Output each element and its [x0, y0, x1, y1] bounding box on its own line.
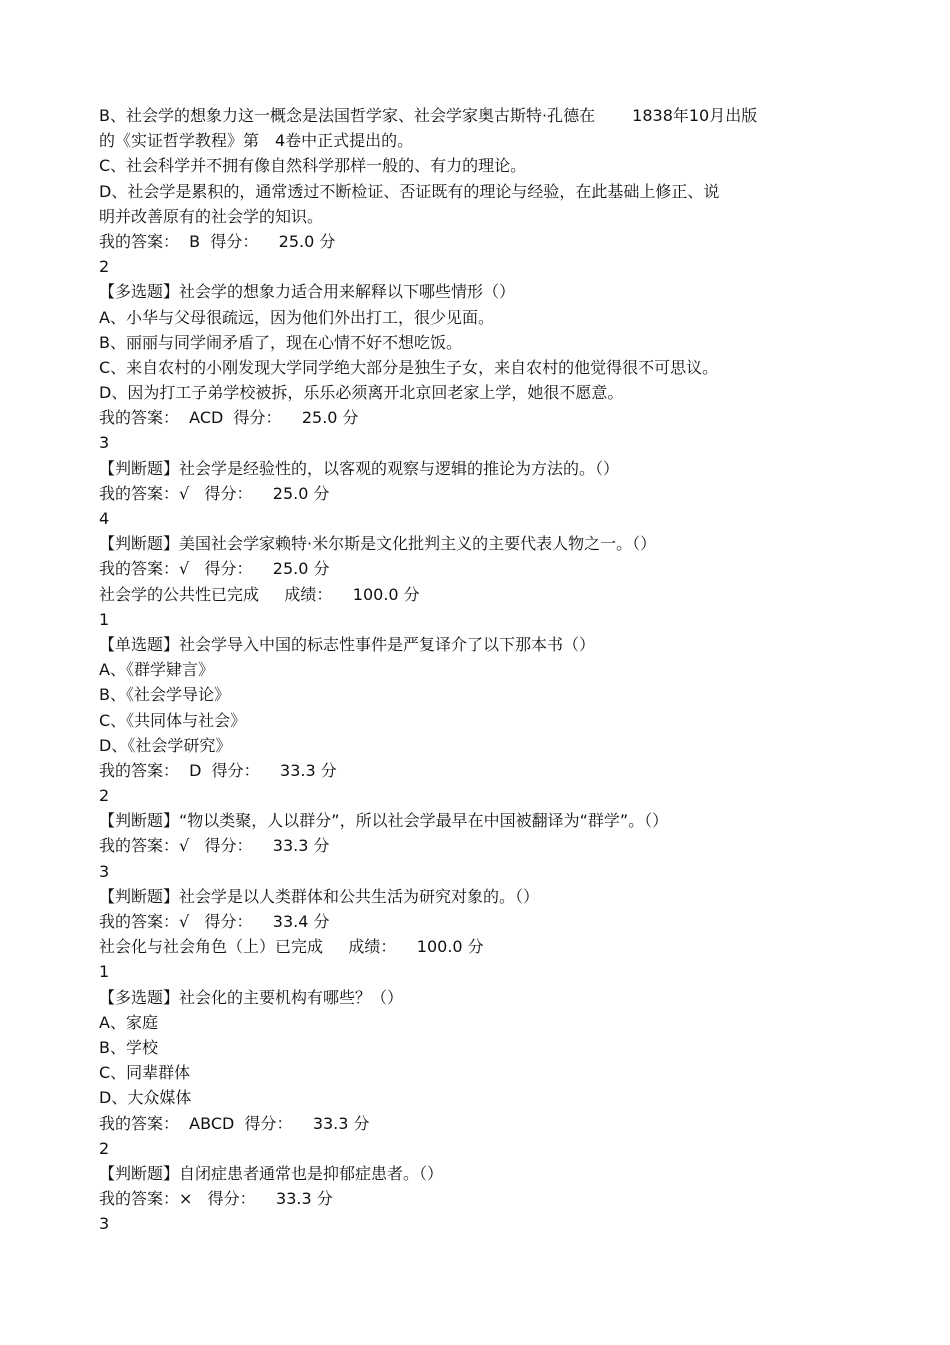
- text-line: C、社会科学并不拥有像自然科学那样一般的、有力的理论。: [99, 156, 527, 176]
- option-d: D、大众媒体: [99, 1088, 192, 1108]
- document-page: [99, 103, 879, 1236]
- option-a: A、《群学肄言》: [99, 660, 214, 680]
- answer-line: 我的答案：√ 得分： 33.3 分: [99, 836, 330, 856]
- answer-line: 我的答案： D 得分： 33.3 分: [99, 760, 337, 780]
- answer-line: 我的答案：√ 得分： 25.0 分: [99, 559, 330, 579]
- option-c: C、同辈群体: [99, 1063, 191, 1083]
- question-text: 【判断题】“物以类聚，人以群分”，所以社会学最早在中国被翻译为“群学”。（）: [99, 811, 669, 831]
- question-text: 【判断题】社会学是以人类群体和公共生活为研究对象的。（）: [99, 886, 540, 906]
- question-number: 4: [99, 509, 110, 528]
- question-number: 3: [99, 433, 110, 453]
- question-text: 【多选题】社会化的主要机构有哪些？（）: [99, 987, 404, 1007]
- question-number: 3: [99, 1214, 110, 1234]
- answer-line: 我的答案： ACD 得分： 25.0 分: [99, 408, 359, 428]
- question-text: 【单选题】社会学导入中国的标志性事件是严复译介了以下那本书（）: [99, 634, 596, 654]
- option-b: B、丽丽与同学闹矛盾了，现在心情不好不想吃饭。: [99, 332, 462, 352]
- question-text: 【判断题】自闭症患者通常也是抑郁症患者。（）: [99, 1163, 444, 1183]
- option-d: D、《社会学研究》: [99, 735, 232, 755]
- text-line: 的《实证哲学教程》第 4卷中正式提出的。: [99, 131, 414, 151]
- option-d: D、因为打工子弟学校被拆，乐乐必须离开北京回老家上学，她很不愿意。: [99, 383, 624, 403]
- question-number: 1: [99, 962, 110, 982]
- answer-line: 我的答案：√ 得分： 25.0 分: [99, 483, 330, 503]
- question-text: 【判断题】美国社会学家赖特·米尔斯是文化批判主义的主要代表人物之一。（）: [99, 534, 657, 554]
- answer-line: 我的答案：√ 得分： 33.4 分: [99, 912, 330, 931]
- option-c: C、来自农村的小刚发现大学同学绝大部分是独生子女，来自农村的他觉得很不可思议。: [99, 357, 719, 377]
- option-b: B、学校: [99, 1037, 158, 1057]
- question-number: 2: [99, 1138, 110, 1158]
- option-c: C、《共同体与社会》: [99, 710, 247, 730]
- section-heading: 社会学的公共性已完成 成绩： 100.0 分: [99, 584, 420, 604]
- answer-line: 我的答案： ABCD 得分： 33.3 分: [99, 1113, 370, 1133]
- question-number: 3: [99, 861, 110, 881]
- question-number: 2: [99, 257, 110, 277]
- option-a: A、小华与父母很疏远，因为他们外出打工，很少见面。: [99, 307, 494, 327]
- question-text: 【多选题】社会学的想象力适合用来解释以下哪些情形（）: [99, 282, 516, 302]
- section-heading: 社会化与社会角色（上）已完成 成绩： 100.0 分: [99, 937, 484, 957]
- text-line: D、社会学是累积的，通常透过不断检证、否证既有的理论与经验，在此基础上修正、说: [99, 181, 720, 201]
- question-number: 2: [99, 786, 110, 806]
- answer-line: 我的答案：× 得分： 33.3 分: [99, 1189, 333, 1209]
- text-line: 明并改善原有的社会学的知识。: [99, 206, 324, 226]
- answer-line: 我的答案： B 得分： 25.0 分: [99, 231, 336, 251]
- question-text: 【判断题】社会学是经验性的，以客观的观察与逻辑的推论为方法的。（）: [99, 458, 620, 478]
- text-line: B、社会学的想象力这一概念是法国哲学家、社会学家奥古斯特·孔德在 1838年10月出版: [99, 106, 758, 125]
- option-b: B、《社会学导论》: [99, 685, 230, 705]
- option-a: A、家庭: [99, 1012, 158, 1032]
- question-number: 1: [99, 609, 110, 629]
